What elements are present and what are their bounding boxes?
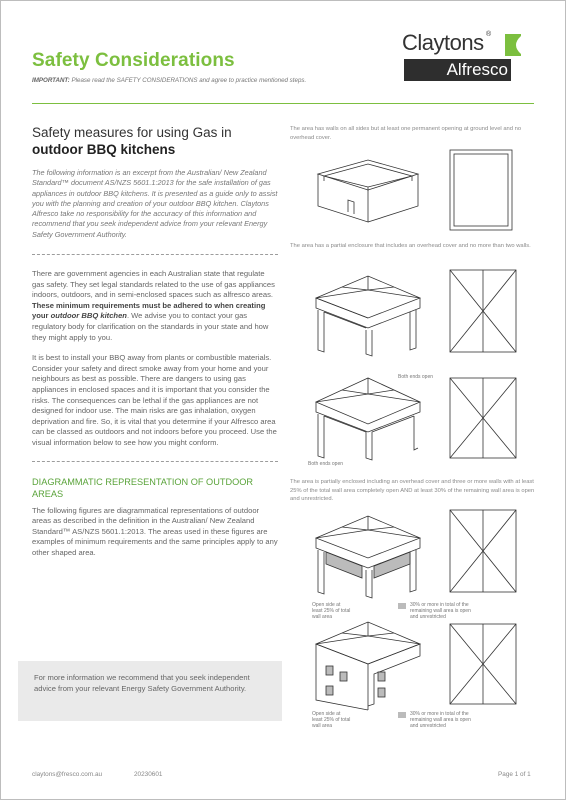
label-both-ends-open-top: Both ends open <box>398 374 434 380</box>
dashed-divider <box>32 254 278 255</box>
label-both-ends-open-bottom: Both ends open <box>308 461 344 467</box>
important-label: IMPORTANT: <box>32 77 70 84</box>
heading-line-2: outdoor BBQ kitchens <box>32 142 176 157</box>
diagram-l-walls-isometric <box>306 614 430 710</box>
diagram-two-walls-plan <box>448 268 518 354</box>
logo-brand: Claytons <box>402 30 484 55</box>
label-30pct-open-2: 30% or more in total of the remaining wall area is open and unrestricted <box>410 711 471 729</box>
section-heading: DIAGRAMMATIC REPRESENTATION OF OUTDOOR AREAS <box>32 476 254 499</box>
page-title: Safety Considerations <box>32 50 235 71</box>
logo-mark-icon <box>497 30 527 60</box>
diagram-three-walls-plan <box>448 508 518 594</box>
paragraph-regulation <box>32 269 278 343</box>
dashed-divider-2 <box>32 461 278 462</box>
label-open-side-1: Open side at least 25% of total wall area <box>312 602 351 620</box>
footer-code: 20230601 <box>134 771 163 778</box>
left-column <box>32 124 278 559</box>
diagram-both-ends-open-plan <box>448 376 518 460</box>
legend-swatch-1 <box>398 603 406 609</box>
diagram-two-walls-isometric <box>306 268 430 358</box>
paragraph-diagrams: The following figures are diagrammatical representations of outdoor areas as described in the definition in the Australian/ New Zealand Standard™ AS/NZS 5601.1:2013. The areas used in these figures are examples of minimum requirements and the same principles apply to any other shaped area. <box>32 505 278 557</box>
diagram-walled-area-plan <box>448 148 514 232</box>
footer-email: claytons@fresco.com.au <box>32 771 103 778</box>
label-open-side-2: Open side at least 25% of total wall area <box>312 711 351 729</box>
info-box-text: For more information we recommend that you seek independent advice from your relevant Energy Safety Government Authority. <box>34 673 250 693</box>
paragraph-regulation-text: There are government agencies in each Australian state that regulate gas safety. They set legal standards related to the use of gas appliances indoors, outdoors, and in semi-enclosed spaces such as alfresco areas. <box>32 269 275 300</box>
claytons-alfresco-logo <box>402 28 532 83</box>
logo-subtitle: Alfresco <box>404 59 511 81</box>
diagram-both-ends-open-isometric <box>306 368 430 464</box>
footer-page-number: Page 1 of 1 <box>498 771 531 778</box>
important-text: Please read the SAFETY CONSIDERATIONS and agree to practice mentioned steps. <box>69 77 307 84</box>
diagram-three-walls-isometric <box>306 508 430 602</box>
legend-swatch-2 <box>398 712 406 718</box>
caption-two-walls: The area has a partial enclosure that includes an overhead cover and no more than two walls. <box>290 243 531 249</box>
important-note <box>32 77 306 84</box>
paragraph-regulation-emphasis: outdoor BBQ kitchen <box>50 311 127 321</box>
diagram-walled-area-isometric <box>308 150 428 230</box>
heading-line-1: Safety measures for using Gas in <box>32 125 232 140</box>
logo-reg-mark: ® <box>486 31 492 38</box>
caption-fully-walled: The area has walls on all sides but at least one permanent opening at ground level and no overhead cover. <box>290 126 522 141</box>
paragraph-regulation-text-2: . We advise you to contact your gas regulatory body for clarification on the standards in your state and how they might apply to you. <box>32 311 269 342</box>
info-box <box>18 661 282 721</box>
paragraph-safety: It is best to install your BBQ away from plants or combustible materials. Consider your safety and direct smoke away from your home and your neighbours as best as possible. There are dangers to using gas appliances in enclosed spaces and it is important that you consider the risks. The consequences can be lethal if the gas appliances are not designed for indoor use. The main risks are gas inhalation, oxygen deprivation and fire. So, it is vital that you determine if your Alfresco area can be classed as outdoors and not indoors before you proceed. Use the visual information below to see how you might conform. <box>32 353 277 447</box>
header-divider <box>32 103 534 104</box>
label-30pct-open-1: 30% or more in total of the remaining wall area is open and unrestricted <box>410 602 471 620</box>
paragraph-regulation-bold: These minimum requirements must be adhered to when creating your <box>32 300 266 321</box>
diagram-l-walls-plan <box>448 622 518 706</box>
intro-paragraph: The following information is an excerpt from the Australian/ New Zealand Standard™ document AS/NZS 5601.1:2013 for the safe installation of gas appliances in outdoor BBQ kitchens. It is presented as a guide only to assist you with the planning and creation of your outdoor BBQ kitchen. Claytons Alfresco take no responsibility for the accuracy of this information and recommend that you seek independent advice from your relevant Energy Safety Government Authority. <box>32 168 278 239</box>
caption-three-walls: The area is partially enclosed including an overhead cover and three or more walls with at least 25% of the total wall area completely open AND at least 30% of the remaining wall area is open and unrestricted. <box>290 479 535 502</box>
